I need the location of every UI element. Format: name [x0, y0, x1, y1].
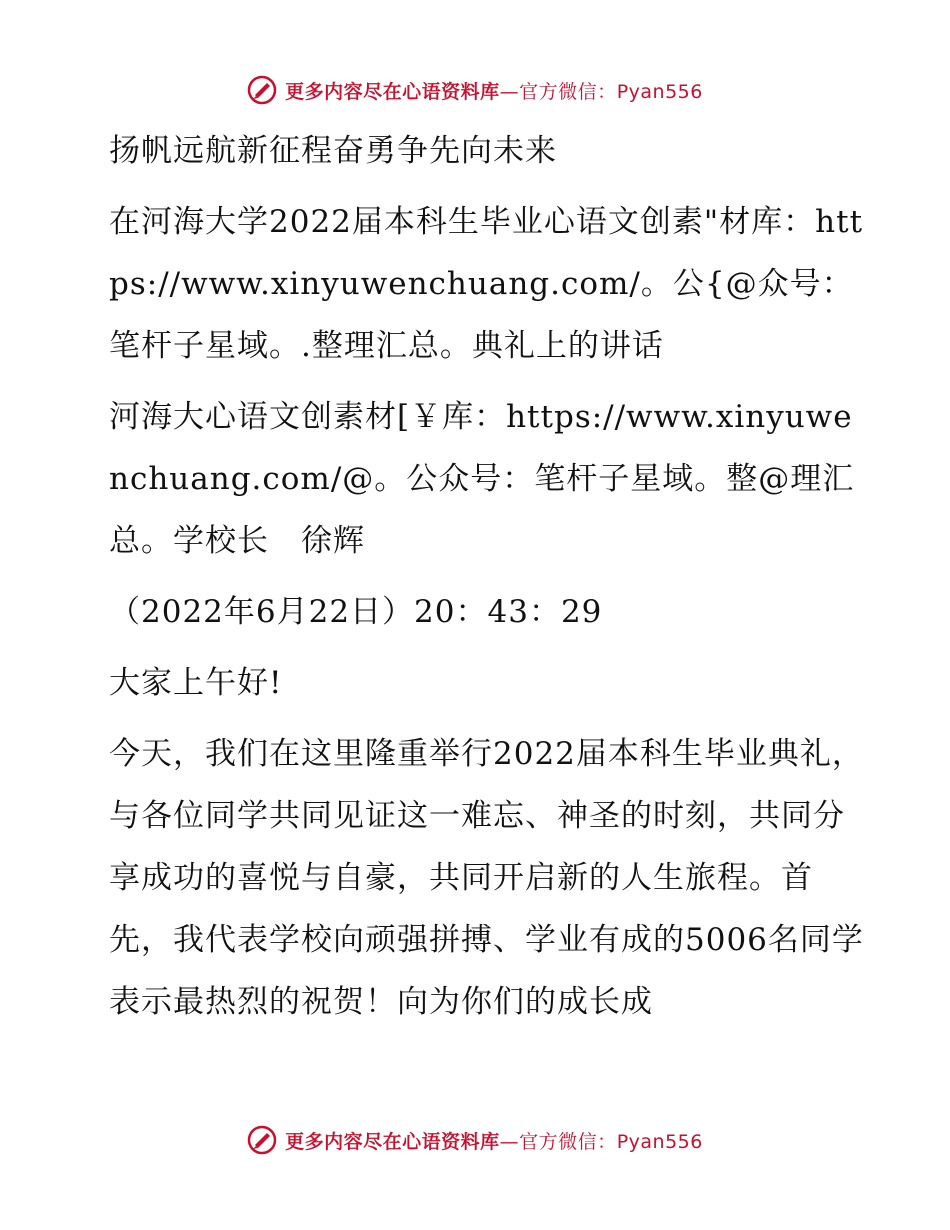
banner-separator: —: [499, 1130, 520, 1153]
banner-wechat-id: Pyan556: [616, 80, 703, 103]
paragraph-intro: 在河海大学2022届本科生毕业心语文创素"材库：https://www.xinyuwenchuang.com/。公{@众号：笔杆子星域。.整理汇总。典礼上的讲话: [109, 204, 864, 364]
banner-text: [285, 77, 703, 104]
banner-wechat-label: 官方微信：: [519, 80, 617, 103]
document-title: 扬帆远航新征程奋勇争先向未来: [109, 133, 557, 169]
banner-main-text: 更多内容尽在心语资料库: [285, 80, 500, 103]
brand-logo-icon: [247, 75, 277, 105]
paragraph-body: 今天，我们在这里隆重举行2022届本科生毕业典礼，与各位同学共同见证这一难忘、神圣的时刻，共同分享成功的喜悦与自豪，共同开启新的人生旅程。首先，我代表学校向顽强拼搏、学业有成的5006名同学表示最热烈的祝贺！向为你们的成长成: [109, 736, 864, 1020]
banner-wechat-id: Pyan556: [616, 1130, 703, 1153]
header-banner: [0, 70, 950, 110]
paragraph-author: 河海大心语文创素材[￥库：https://www.xinyuwenchuang.com/@。公众号：笔杆子星域。整@理汇总。学校长 徐辉: [109, 399, 855, 559]
banner-main-text: 更多内容尽在心语资料库: [285, 1130, 500, 1153]
banner-separator: —: [499, 80, 520, 103]
banner-wechat-label: 官方微信：: [519, 1130, 617, 1153]
document-body: [97, 120, 867, 1042]
footer-banner: [0, 1120, 950, 1160]
brand-logo-icon: [247, 1125, 277, 1155]
banner-text: [285, 1127, 703, 1154]
greeting: 大家上午好!: [109, 665, 283, 701]
speech-date: （2022年6月22日）20：43：29: [109, 594, 603, 630]
